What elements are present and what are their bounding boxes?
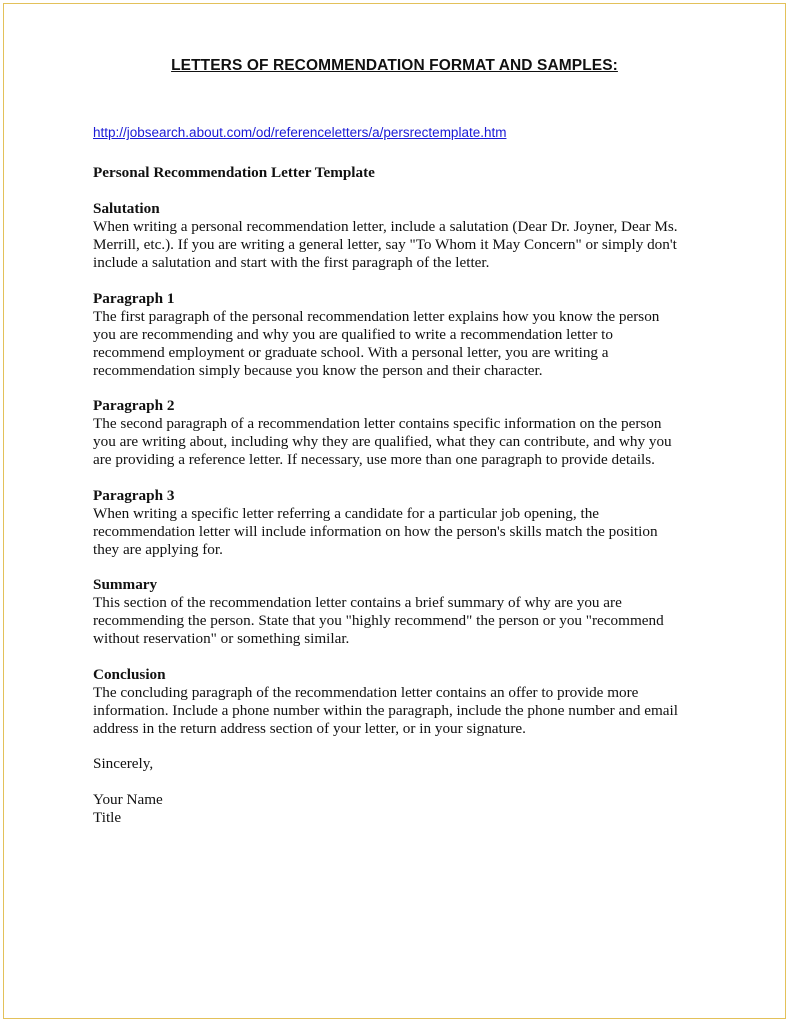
section-line: When writing a personal recommendation letter, include a salutation (Dear Dr. Joyner, Dear Ms. xyxy=(93,218,678,235)
section-heading: Summary xyxy=(93,576,158,593)
section-salutation xyxy=(93,200,713,272)
section-line: The second paragraph of a recommendation letter contains specific information on the person xyxy=(93,415,662,432)
section-conclusion xyxy=(93,666,713,738)
signature-title: Title xyxy=(93,809,122,826)
section-line: This section of the recommendation letter contains a brief summary of why are you are xyxy=(93,594,622,611)
section-line: they are applying for. xyxy=(93,540,223,558)
section-line: you are recommending and why you are qualified to write a recommendation letter to xyxy=(93,325,613,343)
template-subtitle: Personal Recommendation Letter Template xyxy=(93,164,375,181)
section-line: The first paragraph of the personal recommendation letter explains how you know the person xyxy=(93,307,660,325)
document-title: LETTERS OF RECOMMENDATION FORMAT AND SAMPLES: xyxy=(171,57,618,74)
section-line: you are writing about, including why they are qualified, what they can contribute, and why you xyxy=(93,433,672,450)
signature-name: Your Name xyxy=(93,791,163,808)
section-heading: Paragraph 2 xyxy=(93,397,175,414)
section-line: are providing a reference letter. If necessary, use more than one paragraph to provide details. xyxy=(93,451,655,468)
section-line: recommending the person. State that you "highly recommend" the person or you "recommend xyxy=(93,612,664,629)
section-line: address in the return address section of your letter, or in your signature. xyxy=(93,719,526,737)
section-heading: Paragraph 3 xyxy=(93,486,175,504)
section-line: Merrill, etc.). If you are writing a general letter, say "To Whom it May Concern" or simply don't xyxy=(93,236,677,253)
reference-link[interactable]: http://jobsearch.about.com/od/referenceletters/a/persrectemplate.htm xyxy=(93,125,507,140)
section-paragraph-3 xyxy=(93,487,713,559)
closing-salutation: Sincerely, xyxy=(93,755,154,772)
document-page xyxy=(3,3,786,1019)
section-heading: Paragraph 1 xyxy=(93,289,175,307)
document-body xyxy=(93,164,713,827)
section-line: without reservation" or something similar. xyxy=(93,630,350,647)
section-line: information. Include a phone number within the paragraph, include the phone number and email xyxy=(93,701,678,719)
section-line: include a salutation and start with the first paragraph of the letter. xyxy=(93,254,490,271)
section-line: When writing a specific letter referring a candidate for a particular job opening, the xyxy=(93,504,600,522)
section-heading: Salutation xyxy=(93,200,160,217)
section-line: recommend employment or graduate school. With a personal letter, you are writing a xyxy=(93,343,609,361)
section-line: recommendation letter will include information on how the person's skills match the position xyxy=(93,522,658,540)
section-paragraph-1 xyxy=(93,290,713,380)
section-line: recommendation simply because you know the person and their character. xyxy=(93,361,543,379)
section-line: The concluding paragraph of the recommendation letter contains an offer to provide more xyxy=(93,683,639,701)
section-summary xyxy=(93,576,713,648)
section-paragraph-2 xyxy=(93,397,713,469)
section-heading: Conclusion xyxy=(93,665,166,683)
